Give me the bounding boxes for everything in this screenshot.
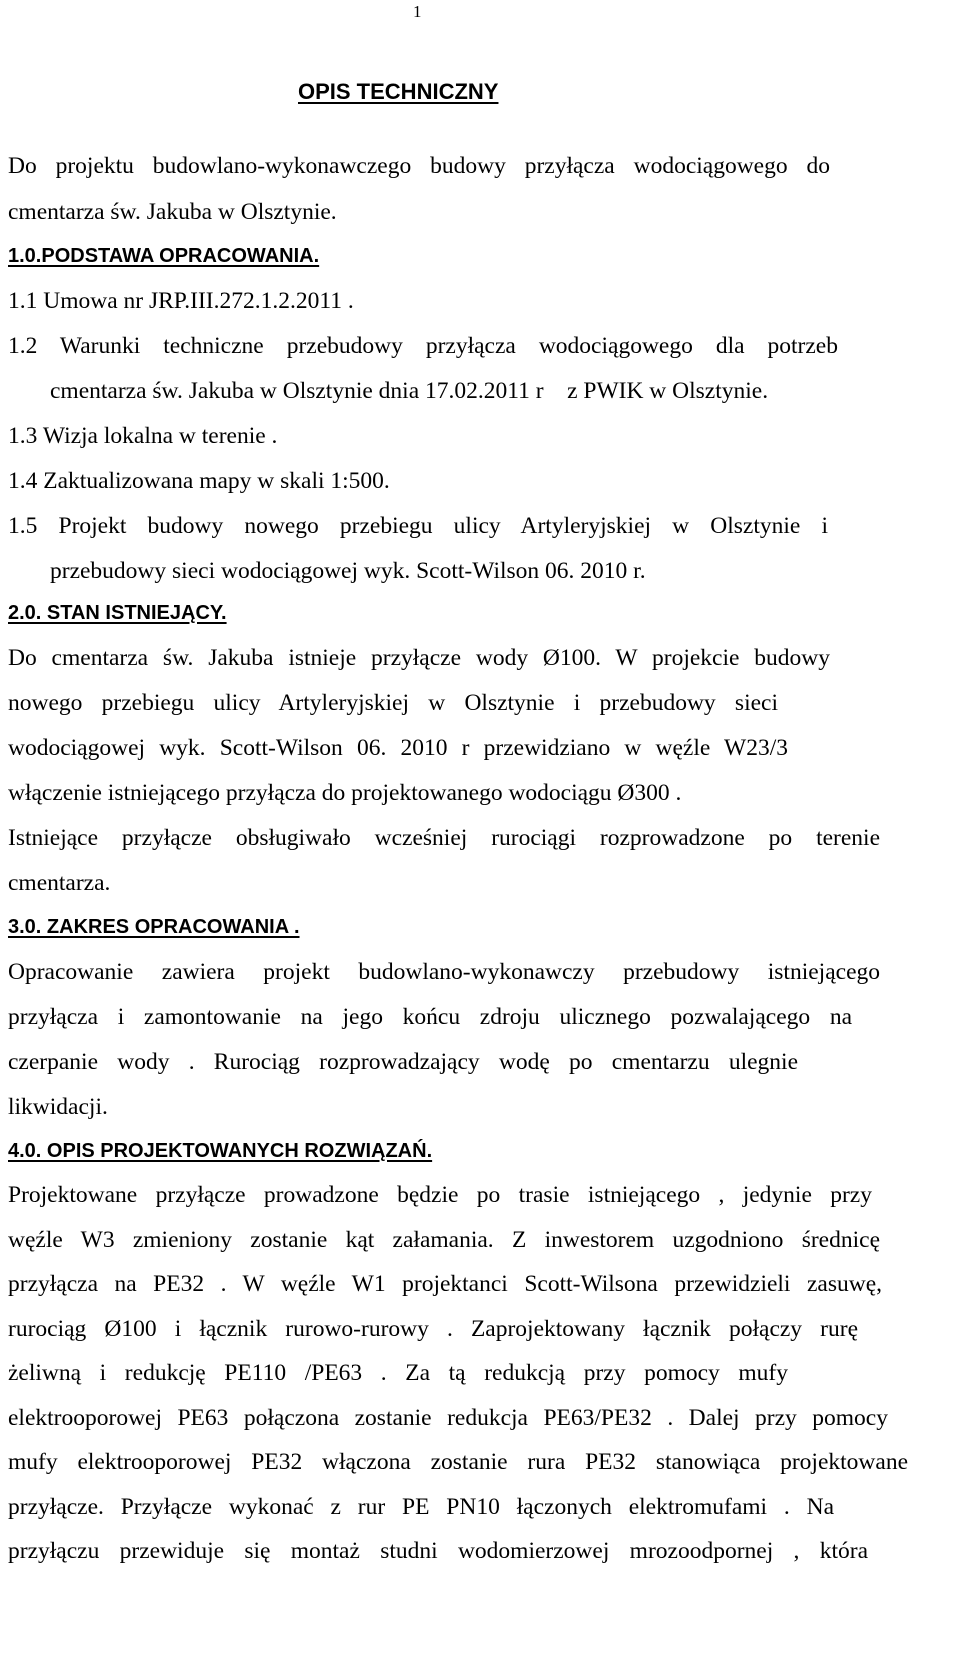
section-1-item-5-cont: przebudowy sieci wodociągowej wyk. Scott-Wilson 06. 2010 r.: [50, 558, 646, 584]
section-1-item-2-cont: cmentarza św. Jakuba w Olsztynie dnia 17.02.2011 r z PWIK w Olsztynie.: [50, 378, 769, 404]
section-2-line-1: Do cmentarza św. Jakuba istnieje przyłącze wody Ø100. W projekcie budowy: [8, 645, 830, 671]
section-4-line-6: elektrooporowej PE63 połączona zostanie redukcja PE63/PE32 . Dalej przy pomocy: [8, 1405, 888, 1431]
section-3-line-1: Opracowanie zawiera projekt budowlano-wykonawczy przebudowy istniejącego: [8, 959, 880, 985]
section-1-item-5: 1.5 Projekt budowy nowego przebiegu ulicy Artyleryjskiej w Olsztynie i: [8, 513, 828, 539]
section-3-heading: 3.0. ZAKRES OPRACOWANIA .: [8, 916, 300, 938]
section-2-line-4: włączenie istniejącego przyłącza do projektowanego wodociągu Ø300 .: [8, 780, 682, 806]
section-4-line-8: przyłącze. Przyłącze wykonać z rur PE PN10 łączonych elektromufami . Na: [8, 1494, 834, 1520]
section-1-item-3: 1.3 Wizja lokalna w terenie .: [8, 423, 278, 449]
intro-line-2: cmentarza św. Jakuba w Olsztynie.: [8, 199, 337, 225]
section-4-line-3: przyłącza na PE32 . W węźle W1 projektanci Scott-Wilsona przewidzieli zasuwę,: [8, 1271, 882, 1297]
section-2-line-2: nowego przebiegu ulicy Artyleryjskiej w Olsztynie i przebudowy sieci: [8, 690, 778, 716]
section-3-line-3: czerpanie wody . Rurociąg rozprowadzający wodę po cmentarzu ulegnie: [8, 1049, 798, 1075]
section-1-item-2: 1.2 Warunki techniczne przebudowy przyłącza wodociągowego dla potrzeb: [8, 333, 838, 359]
section-4-line-4: rurociąg Ø100 i łącznik rurowo-rurowy . Zaprojektowany łącznik połączy rurę: [8, 1316, 858, 1342]
section-4-line-2: węźle W3 zmieniony zostanie kąt załamania. Z inwestorem uzgodniono średnicę: [8, 1227, 880, 1253]
section-2-line-5: Istniejące przyłącze obsługiwało wcześniej rurociągi rozprowadzone po terenie: [8, 825, 880, 851]
section-2-line-3: wodociągowej wyk. Scott-Wilson 06. 2010 r przewidziano w węźle W23/3: [8, 735, 788, 761]
section-1-item-4: 1.4 Zaktualizowana mapy w skali 1:500.: [8, 468, 390, 494]
section-2-line-6: cmentarza.: [8, 870, 111, 896]
section-4-line-5: żeliwną i redukcję PE110 /PE63 . Za tą redukcją przy pomocy mufy: [8, 1360, 788, 1386]
page-number: 1: [413, 2, 422, 21]
section-4-line-7: mufy elektrooporowej PE32 włączona zostanie rura PE32 stanowiąca projektowane: [8, 1449, 908, 1475]
section-4-line-9: przyłączu przewiduje się montaż studni wodomierzowej mrozoodpornej , która: [8, 1538, 868, 1564]
section-4-line-1: Projektowane przyłącze prowadzone będzie po trasie istniejącego , jedynie przy: [8, 1182, 872, 1208]
section-3-line-4: likwidacji.: [8, 1094, 108, 1120]
section-2-heading: 2.0. STAN ISTNIEJĄCY.: [8, 602, 227, 624]
document-title: OPIS TECHNICZNY: [298, 79, 499, 104]
section-3-line-2: przyłącza i zamontowanie na jego końcu zdroju ulicznego pozwalającego na: [8, 1004, 852, 1030]
intro-line-1: Do projektu budowlano-wykonawczego budowy przyłącza wodociągowego do: [8, 153, 830, 179]
section-4-heading: 4.0. OPIS PROJEKTOWANYCH ROZWIĄZAŃ.: [8, 1140, 433, 1162]
section-1-item-1: 1.1 Umowa nr JRP.III.272.1.2.2011 .: [8, 288, 354, 314]
section-1-heading: 1.0.PODSTAWA OPRACOWANIA.: [8, 245, 320, 267]
